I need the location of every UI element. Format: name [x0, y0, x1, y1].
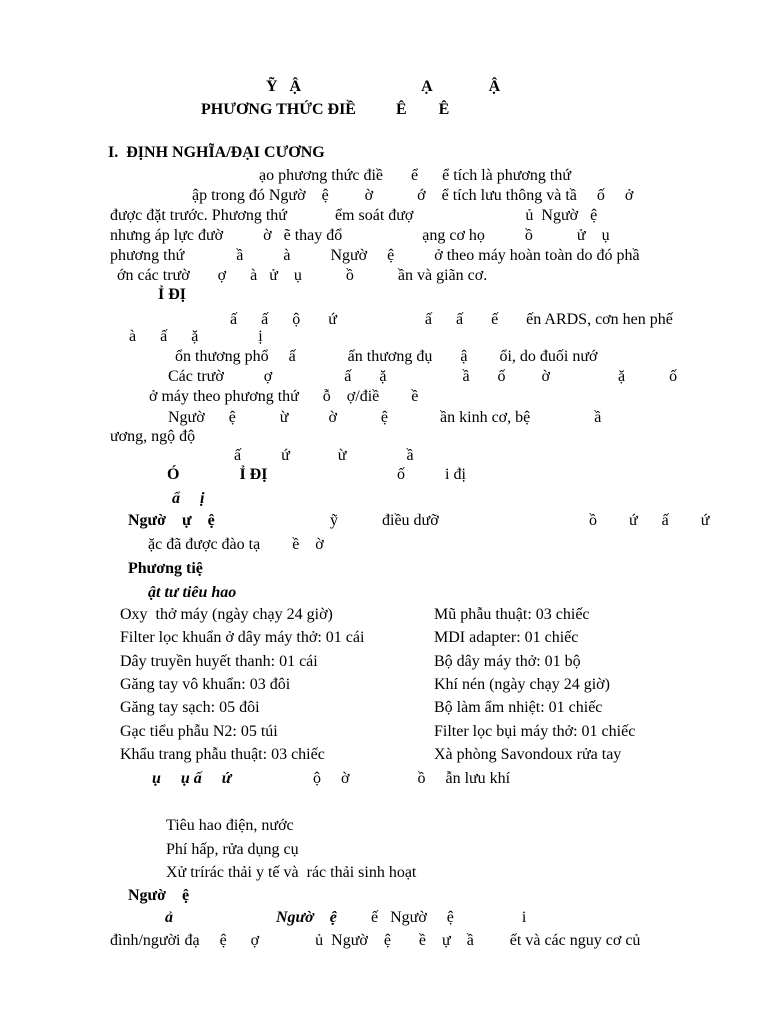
supply-item: MDI adapter: 01 chiếc: [434, 629, 579, 646]
supply-item: Xà phòng Savondoux rửa tay: [434, 746, 622, 763]
cost-item: Xử trírác thải y tế và rác thải sinh hoạt: [166, 864, 417, 881]
patient-text: ế Ngườ ệ i: [371, 909, 527, 926]
paragraph-line: phương thứ ầ à Ngườ ệ ở theo máy hoàn toàn do đó phầ: [110, 247, 640, 264]
indication-line: ở máy theo phương thứ ỗ ợ/điề ề: [149, 388, 419, 405]
patient-text: ả: [165, 909, 173, 926]
indication-line: Các trườ ợ ấ ặ ầ ố ờ ặ ố: [168, 368, 678, 385]
supply-item: Gạc tiểu phẫu N2: 05 túi: [120, 723, 278, 740]
staff-text: ỹ điều dưỡ: [330, 512, 439, 529]
patient-heading: Ngườ ệ: [128, 887, 190, 904]
equipment-label: ụ ụ ấ ứ: [152, 770, 232, 787]
supply-item: Dây truyền huyết thanh: 01 cái: [120, 653, 318, 670]
section-heading-definition: I. ĐỊNH NGHĨA/ĐẠI CƯƠNG: [108, 144, 325, 161]
supply-item: Mũ phẫu thuật: 03 chiếc: [434, 606, 590, 623]
cost-item: Phí hấp, rửa dụng cụ: [166, 841, 299, 858]
paragraph-line: ập trong đó Ngườ ệ ờ ớ ể tích lưu thông và tầ ố ở: [192, 187, 634, 204]
section-heading-contraindications: Ó Ỉ ĐỊ: [167, 466, 268, 483]
indication-line: à ấ ặ ị: [129, 328, 263, 345]
indication-line: ương, ngộ độ: [110, 428, 196, 445]
supply-item: Bộ dây máy thở: 01 bộ: [434, 653, 581, 670]
section-heading-indications: Ỉ ĐỊ: [158, 286, 187, 303]
supply-item: Khẩu trang phẫu thuật: 03 chiếc: [120, 746, 325, 763]
supply-item: Găng tay vô khuẩn: 03 đôi: [120, 676, 291, 693]
paragraph-line: ớn các trườ ợ à ử ụ ồ ần và giãn cơ.: [117, 267, 488, 284]
supply-item: Oxy thở máy (ngày chạy 24 giờ): [120, 606, 333, 623]
patient-text: đình/người đạ ệ ợ ủ Ngườ ệ ề ự ầ ết và các nguy cơ củ: [110, 932, 641, 949]
document-header-line1: Ỹ Ậ Ạ Ậ: [266, 78, 501, 95]
supply-item: Bộ làm ẩm nhiệt: 01 chiếc: [434, 699, 603, 716]
indication-line: ổn thương phổ ấ ấn thương đụ ậ ổi, do đuối nướ: [175, 348, 598, 365]
document-title: PHƯƠNG THỨC ĐIỀ Ê Ê: [201, 101, 450, 118]
staff-label: Ngườ ự ệ: [128, 512, 215, 529]
supplies-subheading: ật tư tiêu hao: [148, 584, 237, 601]
supply-item: Khí nén (ngày chạy 24 giờ): [434, 676, 610, 693]
cost-item: Tiêu hao điện, nước: [166, 817, 294, 834]
paragraph-line: nhưng áp lực đườ ờ ẽ thay đổ ạng cơ họ ồ ử ụ: [110, 227, 610, 244]
subheading: ẩ ị: [172, 490, 205, 507]
staff-text: ồ ứ ấ ứ: [589, 512, 710, 529]
equipment-text: ộ ờ ồ ẫn lưu khí: [313, 770, 511, 787]
supplies-heading: Phương tiệ: [128, 560, 203, 577]
patient-text: Ngườ ệ: [276, 909, 337, 926]
supply-item: Filter lọc khuẩn ở dây máy thở: 01 cái: [120, 629, 365, 646]
supply-item: Filter lọc bụi máy thở: 01 chiếc: [434, 723, 636, 740]
supply-item: Găng tay sạch: 05 đôi: [120, 699, 260, 716]
staff-text: ặc đã được đào tạ ề ờ: [148, 536, 324, 553]
indication-line: ấ ứ ừ ầ: [234, 447, 414, 464]
paragraph-line: ạo phương thức điề ể ể tích là phương thứ: [259, 167, 571, 184]
indication-line: ấ ấ ộ ứ ấ ấ ế ến ARDS, cơn hen phế: [230, 311, 673, 328]
indication-line: Ngườ ệ ừ ờ ệ ần kinh cơ, bệ ầ: [168, 409, 602, 426]
paragraph-line: được đặt trước. Phương thứ ểm soát đượ ủ Ngườ ệ: [110, 207, 598, 224]
heading-fragment: ố i đị: [397, 466, 466, 483]
